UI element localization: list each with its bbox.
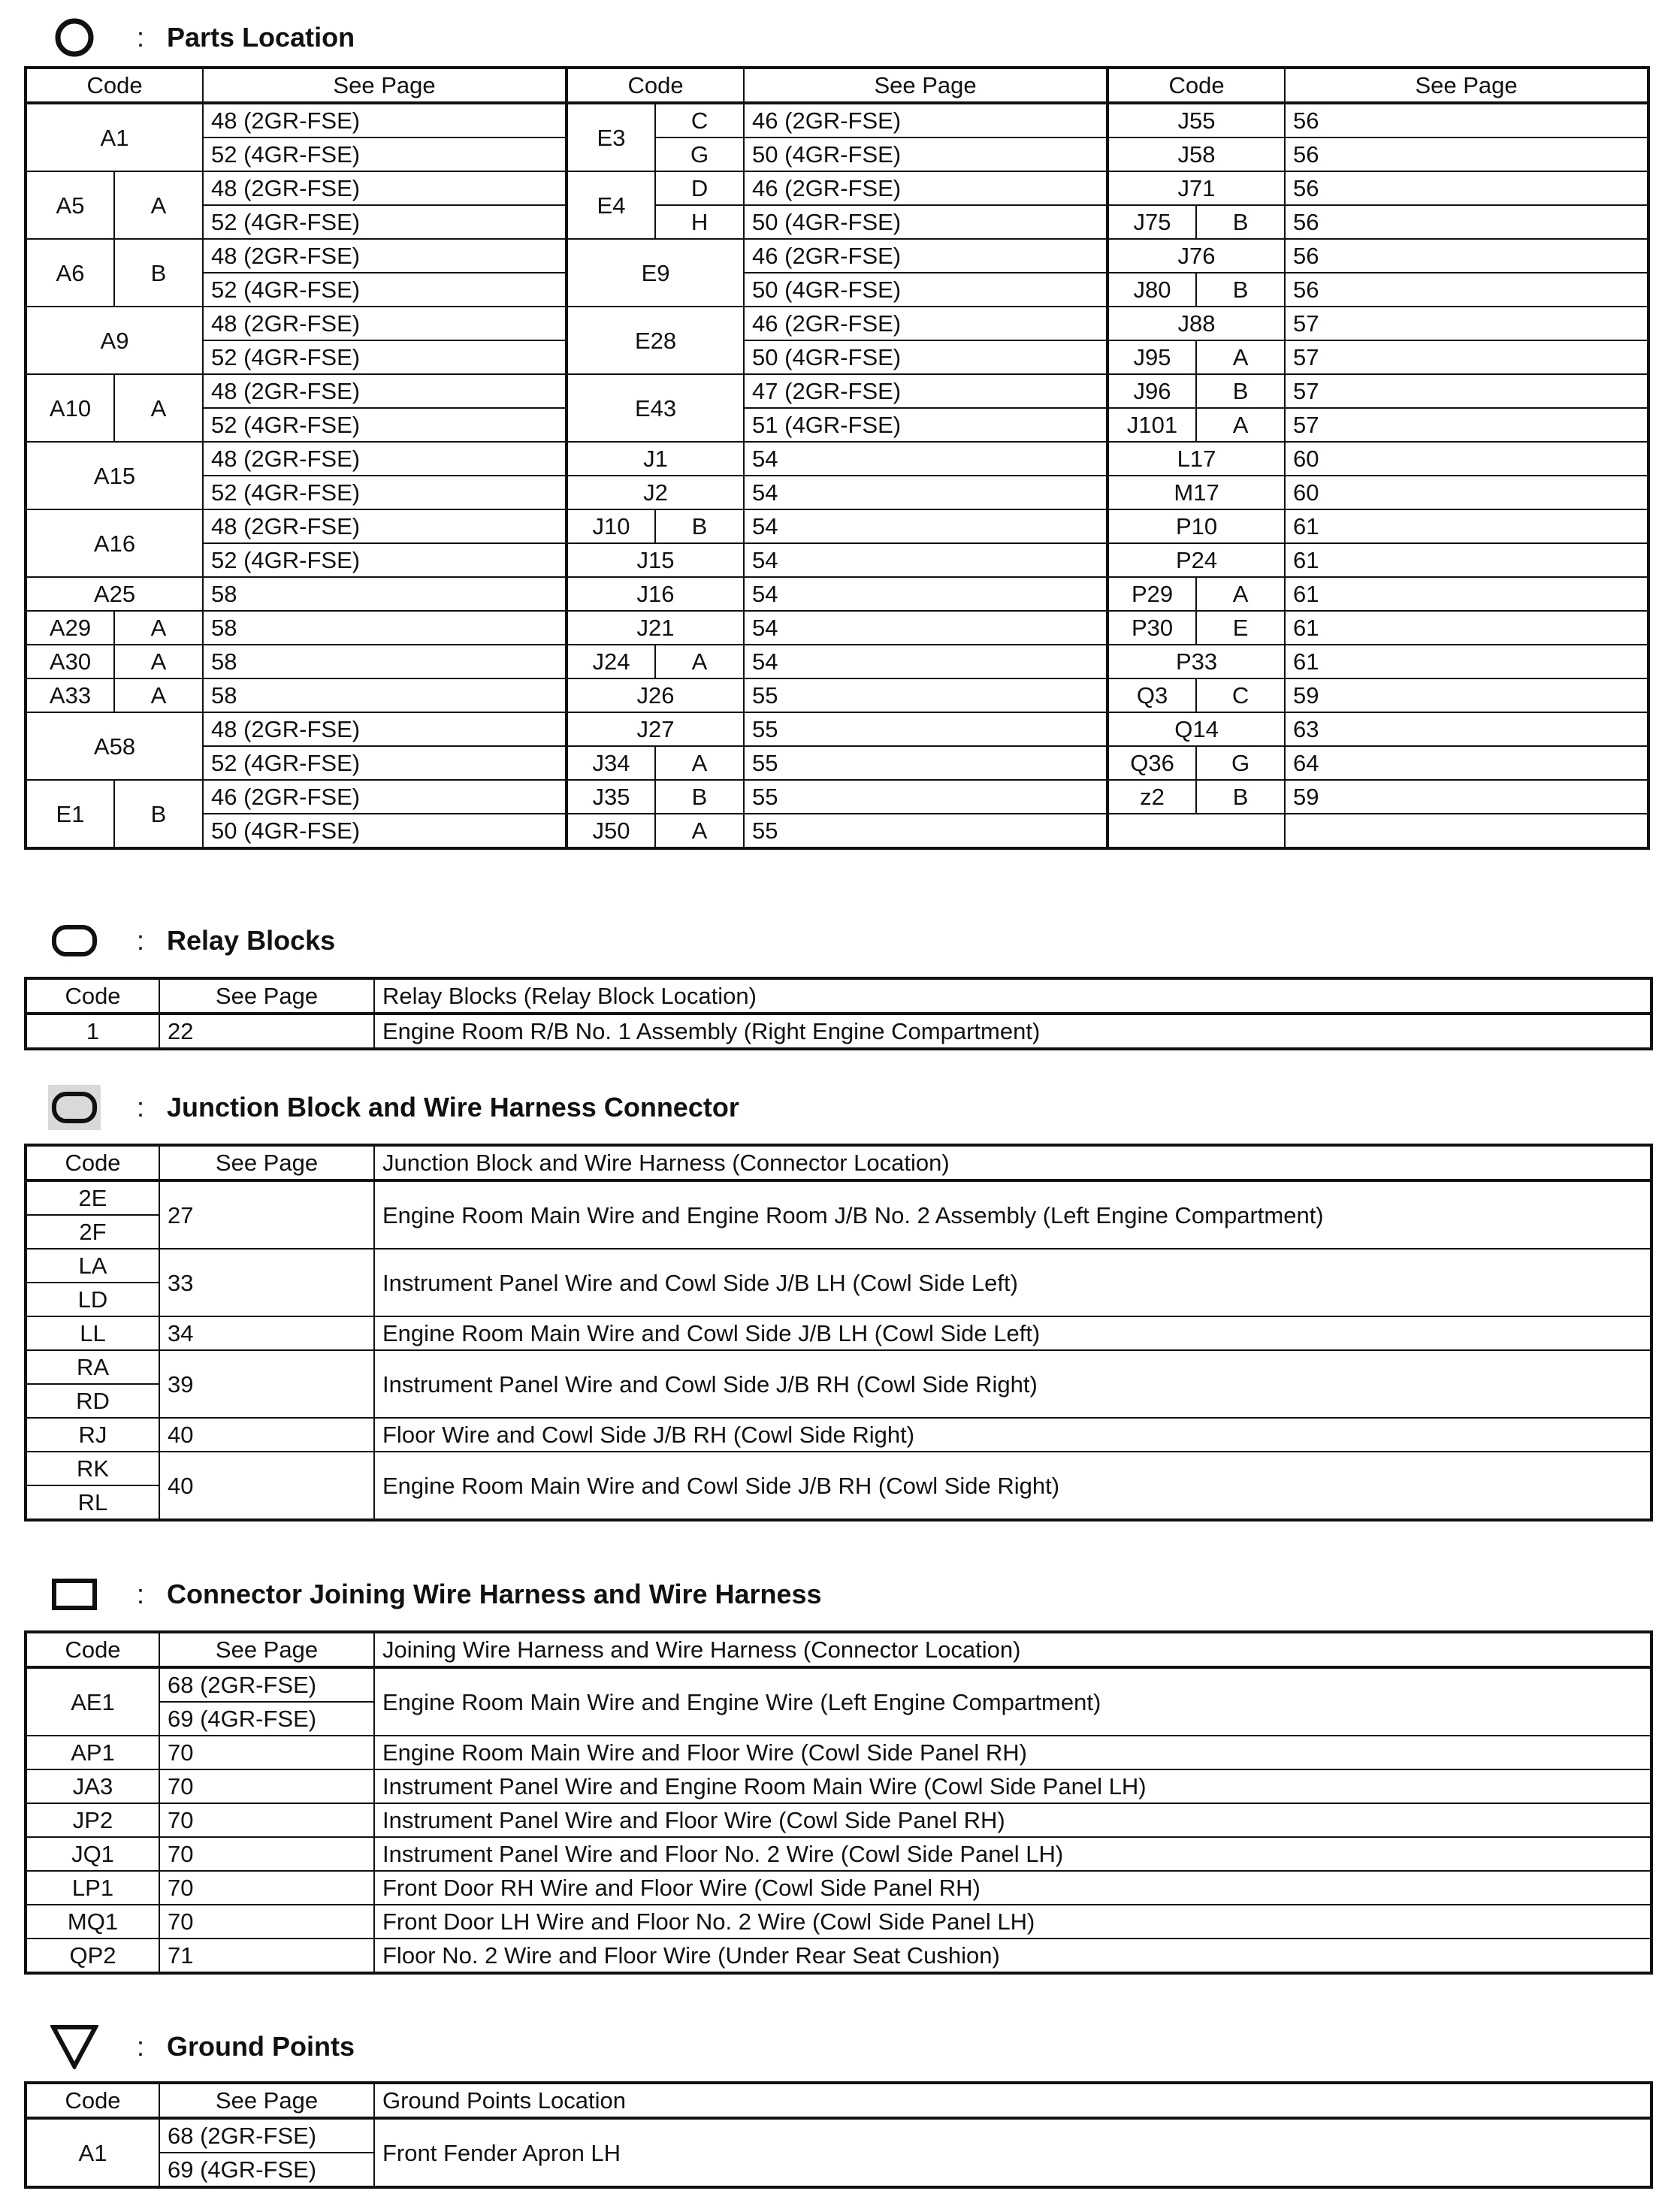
code-cell: J21 — [567, 611, 744, 645]
code-cell: LD — [26, 1283, 159, 1316]
sub-code-cell: G — [1196, 746, 1285, 780]
section-title: Parts Location — [167, 22, 355, 53]
table-row — [26, 171, 1648, 205]
see-page-cell: 52 (4GR-FSE) — [203, 273, 567, 307]
see-page-cell: 27 — [159, 1180, 374, 1249]
code-cell: A1 — [26, 2118, 159, 2187]
see-page-cell: 50 (4GR-FSE) — [744, 273, 1107, 307]
code-cell: Q3 — [1107, 678, 1196, 712]
code-cell: A58 — [26, 712, 203, 780]
see-page-cell: 54 — [744, 442, 1107, 476]
see-page-cell: 61 — [1285, 509, 1648, 543]
code-cell: A5 — [26, 171, 114, 239]
table-row — [26, 1769, 1651, 1803]
header-description: Relay Blocks (Relay Block Location) — [374, 978, 1651, 1014]
see-page-cell: 39 — [159, 1350, 374, 1418]
sub-code-cell: A — [114, 374, 203, 442]
table-row — [26, 1014, 1651, 1049]
code-cell: A33 — [26, 678, 114, 712]
code-cell: J27 — [567, 712, 744, 746]
table-row — [26, 1837, 1651, 1871]
sub-code-cell: A — [114, 611, 203, 645]
see-page-cell: 55 — [744, 814, 1107, 848]
table-row — [26, 543, 1648, 577]
see-page-cell: 48 (2GR-FSE) — [203, 171, 567, 205]
description-cell: Instrument Panel Wire and Cowl Side J/B RH (Cowl Side Right) — [374, 1350, 1651, 1418]
colon: : — [137, 1579, 145, 1609]
code-cell: J71 — [1107, 171, 1285, 205]
see-page-cell: 61 — [1285, 577, 1648, 611]
see-page-cell: 69 (4GR-FSE) — [159, 1702, 374, 1736]
sub-code-cell: A — [655, 814, 744, 848]
colon: : — [137, 925, 145, 956]
table-row — [26, 273, 1648, 307]
see-page-cell: 52 (4GR-FSE) — [203, 476, 567, 509]
header-see-page: See Page — [1285, 68, 1648, 103]
table-row — [26, 307, 1648, 340]
junction-block-heading — [48, 1085, 739, 1130]
header-see-page: See Page — [159, 2083, 374, 2118]
table-header-row — [26, 1632, 1651, 1667]
table-row — [26, 746, 1648, 780]
code-cell: J76 — [1107, 239, 1285, 273]
parts-location-heading — [48, 15, 355, 60]
code-cell: LP1 — [26, 1871, 159, 1905]
table-row — [26, 103, 1648, 137]
code-cell: E1 — [26, 780, 114, 848]
see-page-cell: 70 — [159, 1905, 374, 1939]
see-page-cell: 50 (4GR-FSE) — [744, 137, 1107, 171]
header-see-page: See Page — [744, 68, 1107, 103]
see-page-cell: 58 — [203, 678, 567, 712]
code-cell: J26 — [567, 678, 744, 712]
sub-code-cell: B — [655, 780, 744, 814]
header-description: Junction Block and Wire Harness (Connector Location) — [374, 1145, 1651, 1180]
sub-code-cell: A — [114, 645, 203, 678]
code-cell: A30 — [26, 645, 114, 678]
code-cell: J50 — [567, 814, 655, 848]
see-page-cell: 58 — [203, 611, 567, 645]
see-page-cell: 55 — [744, 712, 1107, 746]
code-cell: E28 — [567, 307, 744, 374]
code-cell: P29 — [1107, 577, 1196, 611]
code-cell: J24 — [567, 645, 655, 678]
code-cell: QP2 — [26, 1939, 159, 1973]
see-page-cell: 48 (2GR-FSE) — [203, 442, 567, 476]
table-row — [26, 1452, 1651, 1485]
sub-code-cell: A — [114, 678, 203, 712]
code-cell: A1 — [26, 103, 203, 171]
code-cell: J2 — [567, 476, 744, 509]
code-cell: JA3 — [26, 1769, 159, 1803]
table-row — [26, 678, 1648, 712]
see-page-cell: 56 — [1285, 205, 1648, 239]
see-page-cell: 48 (2GR-FSE) — [203, 103, 567, 137]
see-page-cell: 46 (2GR-FSE) — [744, 307, 1107, 340]
sub-code-cell: C — [1196, 678, 1285, 712]
see-page-cell: 63 — [1285, 712, 1648, 746]
see-page-cell: 40 — [159, 1418, 374, 1452]
code-cell: P30 — [1107, 611, 1196, 645]
sub-code-cell: C — [655, 103, 744, 137]
see-page-cell: 68 (2GR-FSE) — [159, 1667, 374, 1702]
code-cell: E43 — [567, 374, 744, 442]
sub-code-cell: A — [1196, 340, 1285, 374]
header-code: Code — [26, 1145, 159, 1180]
see-page-cell: 54 — [744, 645, 1107, 678]
see-page-cell: 46 (2GR-FSE) — [744, 171, 1107, 205]
shaded-rounded-rectangle-symbol-icon — [48, 1085, 101, 1130]
see-page-cell: 52 (4GR-FSE) — [203, 340, 567, 374]
code-cell: A16 — [26, 509, 203, 577]
see-page-cell: 54 — [744, 543, 1107, 577]
description-cell: Engine Room Main Wire and Engine Wire (Left Engine Compartment) — [374, 1667, 1651, 1736]
table-header-row — [26, 978, 1651, 1014]
see-page-cell: 56 — [1285, 171, 1648, 205]
see-page-cell: 60 — [1285, 442, 1648, 476]
table-header-row — [26, 2083, 1651, 2118]
table-row — [26, 1905, 1651, 1939]
see-page-cell: 48 (2GR-FSE) — [203, 239, 567, 273]
code-cell: E9 — [567, 239, 744, 307]
table-row — [26, 1418, 1651, 1452]
see-page-cell: 70 — [159, 1871, 374, 1905]
colon: : — [137, 2031, 145, 2062]
see-page-cell: 64 — [1285, 746, 1648, 780]
see-page-cell: 48 (2GR-FSE) — [203, 509, 567, 543]
see-page-cell: 51 (4GR-FSE) — [744, 408, 1107, 442]
code-cell: Q14 — [1107, 712, 1285, 746]
code-cell: P24 — [1107, 543, 1285, 577]
see-page-cell: 57 — [1285, 408, 1648, 442]
table-row — [26, 137, 1648, 171]
table-row — [26, 2118, 1651, 2153]
ground-points-heading — [48, 2024, 355, 2069]
sub-code-cell: B — [1196, 780, 1285, 814]
table-row — [26, 1350, 1651, 1384]
table-row — [26, 408, 1648, 442]
table-row — [26, 712, 1648, 746]
description-cell: Engine Room Main Wire and Engine Room J/B No. 2 Assembly (Left Engine Compartment) — [374, 1180, 1651, 1249]
description-cell: Instrument Panel Wire and Engine Room Main Wire (Cowl Side Panel LH) — [374, 1769, 1651, 1803]
see-page-cell: 52 (4GR-FSE) — [203, 137, 567, 171]
table-row — [26, 645, 1648, 678]
code-cell: J101 — [1107, 408, 1196, 442]
see-page-cell: 52 (4GR-FSE) — [203, 408, 567, 442]
code-cell: P10 — [1107, 509, 1285, 543]
see-page-cell: 48 (2GR-FSE) — [203, 712, 567, 746]
code-cell: A6 — [26, 239, 114, 307]
code-cell: J58 — [1107, 137, 1285, 171]
see-page-cell: 46 (2GR-FSE) — [203, 780, 567, 814]
description-cell: Front Door RH Wire and Floor Wire (Cowl Side Panel RH) — [374, 1871, 1651, 1905]
table-row — [26, 205, 1648, 239]
see-page-cell: 59 — [1285, 678, 1648, 712]
see-page-cell: 48 (2GR-FSE) — [203, 307, 567, 340]
table-row — [26, 577, 1648, 611]
code-cell: Q36 — [1107, 746, 1196, 780]
code-cell: RJ — [26, 1418, 159, 1452]
table-row — [26, 1249, 1651, 1283]
code-cell: J75 — [1107, 205, 1196, 239]
section-title: Junction Block and Wire Harness Connector — [167, 1092, 739, 1123]
see-page-cell: 71 — [159, 1939, 374, 1973]
code-cell: J80 — [1107, 273, 1196, 307]
see-page-cell: 47 (2GR-FSE) — [744, 374, 1107, 408]
code-cell: E4 — [567, 171, 655, 239]
junction-block-table — [24, 1144, 1653, 1522]
description-cell: Front Door LH Wire and Floor No. 2 Wire (Cowl Side Panel LH) — [374, 1905, 1651, 1939]
code-cell: RD — [26, 1384, 159, 1418]
see-page-cell: 50 (4GR-FSE) — [203, 814, 567, 848]
code-cell: 1 — [26, 1014, 159, 1049]
table-row — [26, 611, 1648, 645]
colon: : — [137, 22, 145, 53]
header-code: Code — [26, 978, 159, 1014]
table-row — [26, 814, 1648, 848]
description-cell: Instrument Panel Wire and Floor No. 2 Wire (Cowl Side Panel LH) — [374, 1837, 1651, 1871]
sub-code-cell: A — [1196, 408, 1285, 442]
see-page-cell: 46 (2GR-FSE) — [744, 103, 1107, 137]
code-cell: M17 — [1107, 476, 1285, 509]
code-cell: J1 — [567, 442, 744, 476]
sub-code-cell: B — [655, 509, 744, 543]
code-cell: J34 — [567, 746, 655, 780]
code-cell: 2F — [26, 1215, 159, 1249]
see-page-cell: 59 — [1285, 780, 1648, 814]
see-page-cell: 55 — [744, 780, 1107, 814]
header-see-page: See Page — [159, 978, 374, 1014]
code-cell: A10 — [26, 374, 114, 442]
code-cell: J15 — [567, 543, 744, 577]
see-page-cell: 54 — [744, 509, 1107, 543]
connector-joining-heading — [48, 1572, 822, 1617]
code-cell: E3 — [567, 103, 655, 171]
table-row — [26, 1667, 1651, 1702]
relay-blocks-table — [24, 977, 1653, 1050]
code-cell: J96 — [1107, 374, 1196, 408]
see-page-cell: 57 — [1285, 307, 1648, 340]
code-cell: P33 — [1107, 645, 1285, 678]
circle-symbol-icon — [48, 15, 101, 60]
see-page-cell: 70 — [159, 1803, 374, 1837]
see-page-cell: 50 (4GR-FSE) — [744, 340, 1107, 374]
parts-location-table — [24, 66, 1650, 850]
relay-blocks-heading — [48, 918, 335, 963]
table-row — [26, 340, 1648, 374]
sub-code-cell: A — [114, 171, 203, 239]
description-cell: Front Fender Apron LH — [374, 2118, 1651, 2187]
see-page-cell: 56 — [1285, 103, 1648, 137]
see-page-cell: 58 — [203, 577, 567, 611]
table-header-row — [26, 68, 1648, 103]
see-page-cell: 70 — [159, 1736, 374, 1769]
section-title: Relay Blocks — [167, 925, 336, 956]
description-cell: Floor No. 2 Wire and Floor Wire (Under Rear Seat Cushion) — [374, 1939, 1651, 1973]
square-symbol-icon — [48, 1572, 101, 1617]
sub-code-cell: G — [655, 137, 744, 171]
sub-code-cell: D — [655, 171, 744, 205]
sub-code-cell: E — [1196, 611, 1285, 645]
see-page-cell: 58 — [203, 645, 567, 678]
see-page-cell: 22 — [159, 1014, 374, 1049]
description-cell: Engine Room Main Wire and Cowl Side J/B RH (Cowl Side Right) — [374, 1452, 1651, 1520]
table-header-row — [26, 1145, 1651, 1180]
see-page-cell: 57 — [1285, 374, 1648, 408]
code-cell: A9 — [26, 307, 203, 374]
see-page-cell: 54 — [744, 611, 1107, 645]
code-cell: JQ1 — [26, 1837, 159, 1871]
sub-code-cell: B — [1196, 273, 1285, 307]
sub-code-cell: A — [1196, 577, 1285, 611]
see-page-cell: 69 (4GR-FSE) — [159, 2153, 374, 2187]
see-page-cell: 60 — [1285, 476, 1648, 509]
code-cell: RK — [26, 1452, 159, 1485]
header-description: Ground Points Location — [374, 2083, 1651, 2118]
code-cell: J55 — [1107, 103, 1285, 137]
header-code: Code — [26, 1632, 159, 1667]
header-see-page: See Page — [159, 1632, 374, 1667]
colon: : — [137, 1092, 145, 1123]
sub-code-cell: H — [655, 205, 744, 239]
code-cell: J35 — [567, 780, 655, 814]
header-code: Code — [26, 2083, 159, 2118]
description-cell: Instrument Panel Wire and Cowl Side J/B LH (Cowl Side Left) — [374, 1249, 1651, 1316]
see-page-cell: 50 (4GR-FSE) — [744, 205, 1107, 239]
see-page-cell: 61 — [1285, 645, 1648, 678]
see-page-cell — [1285, 814, 1648, 848]
code-cell: LL — [26, 1316, 159, 1350]
description-cell: Floor Wire and Cowl Side J/B RH (Cowl Side Right) — [374, 1418, 1651, 1452]
see-page-cell: 34 — [159, 1316, 374, 1350]
rounded-rectangle-symbol-icon — [48, 918, 101, 963]
table-row — [26, 1180, 1651, 1215]
code-cell: A25 — [26, 577, 203, 611]
see-page-cell: 55 — [744, 746, 1107, 780]
code-cell: A29 — [26, 611, 114, 645]
code-cell: J10 — [567, 509, 655, 543]
sub-code-cell: B — [1196, 374, 1285, 408]
code-cell: L17 — [1107, 442, 1285, 476]
table-row — [26, 1939, 1651, 1973]
header-code: Code — [1107, 68, 1285, 103]
table-row — [26, 1316, 1651, 1350]
see-page-cell: 54 — [744, 577, 1107, 611]
header-description: Joining Wire Harness and Wire Harness (Connector Location) — [374, 1632, 1651, 1667]
code-cell: LA — [26, 1249, 159, 1283]
table-row — [26, 442, 1648, 476]
ground-points-table — [24, 2081, 1653, 2189]
see-page-cell: 56 — [1285, 137, 1648, 171]
code-cell: z2 — [1107, 780, 1196, 814]
see-page-cell: 46 (2GR-FSE) — [744, 239, 1107, 273]
table-row — [26, 476, 1648, 509]
triangle-symbol-icon — [48, 2024, 101, 2069]
code-cell: MQ1 — [26, 1905, 159, 1939]
code-cell: AP1 — [26, 1736, 159, 1769]
description-cell: Engine Room R/B No. 1 Assembly (Right Engine Compartment) — [374, 1014, 1651, 1049]
see-page-cell: 57 — [1285, 340, 1648, 374]
table-row — [26, 239, 1648, 273]
see-page-cell: 40 — [159, 1452, 374, 1520]
connector-joining-table — [24, 1630, 1653, 1975]
table-row — [26, 509, 1648, 543]
code-cell: J95 — [1107, 340, 1196, 374]
code-cell: JP2 — [26, 1803, 159, 1837]
section-title: Connector Joining Wire Harness and Wire Harness — [167, 1579, 822, 1609]
description-cell: Engine Room Main Wire and Cowl Side J/B LH (Cowl Side Left) — [374, 1316, 1651, 1350]
see-page-cell: 61 — [1285, 611, 1648, 645]
table-row — [26, 780, 1648, 814]
header-see-page: See Page — [159, 1145, 374, 1180]
header-code: Code — [567, 68, 744, 103]
code-cell: 2E — [26, 1180, 159, 1215]
code-cell: RA — [26, 1350, 159, 1384]
sub-code-cell: B — [1196, 205, 1285, 239]
section-title: Ground Points — [167, 2031, 355, 2062]
description-cell: Instrument Panel Wire and Floor Wire (Cowl Side Panel RH) — [374, 1803, 1651, 1837]
header-code: Code — [26, 68, 203, 103]
code-cell: RL — [26, 1485, 159, 1520]
see-page-cell: 55 — [744, 678, 1107, 712]
see-page-cell: 52 (4GR-FSE) — [203, 746, 567, 780]
sub-code-cell: A — [655, 746, 744, 780]
see-page-cell: 61 — [1285, 543, 1648, 577]
code-cell — [1107, 814, 1285, 848]
code-cell: J88 — [1107, 307, 1285, 340]
code-cell: A15 — [26, 442, 203, 509]
see-page-cell: 52 (4GR-FSE) — [203, 543, 567, 577]
header-see-page: See Page — [203, 68, 567, 103]
see-page-cell: 70 — [159, 1769, 374, 1803]
code-cell: J16 — [567, 577, 744, 611]
see-page-cell: 52 (4GR-FSE) — [203, 205, 567, 239]
see-page-cell: 56 — [1285, 239, 1648, 273]
sub-code-cell: B — [114, 239, 203, 307]
table-row — [26, 1736, 1651, 1769]
sub-code-cell: A — [655, 645, 744, 678]
code-cell: AE1 — [26, 1667, 159, 1736]
see-page-cell: 70 — [159, 1837, 374, 1871]
see-page-cell: 54 — [744, 476, 1107, 509]
see-page-cell: 56 — [1285, 273, 1648, 307]
description-cell: Engine Room Main Wire and Floor Wire (Cowl Side Panel RH) — [374, 1736, 1651, 1769]
table-row — [26, 374, 1648, 408]
see-page-cell: 48 (2GR-FSE) — [203, 374, 567, 408]
sub-code-cell: B — [114, 780, 203, 848]
table-row — [26, 1871, 1651, 1905]
see-page-cell: 33 — [159, 1249, 374, 1316]
see-page-cell: 68 (2GR-FSE) — [159, 2118, 374, 2153]
table-row — [26, 1803, 1651, 1837]
